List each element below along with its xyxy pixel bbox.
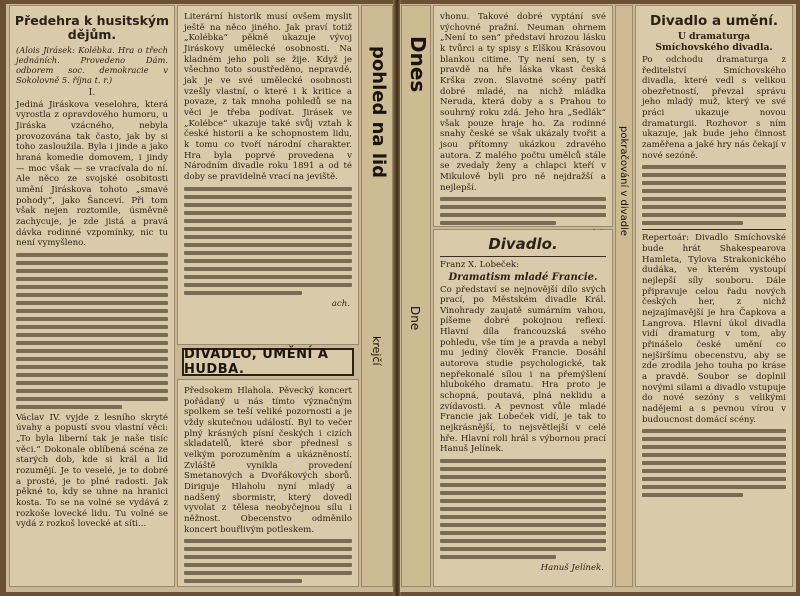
- clipping-smichov: [636, 6, 792, 586]
- divider: [440, 256, 606, 257]
- clipping-paragraph: Co představí se nejnovější dílo svých prací, po Městském divadle Král. Vinohrady zaujatě sumárním vahou, píšeme dobré pokojnou reflexí. Hlavní díla francouzská svého pohledu, vše tím je a pravda a nebyl mu jediný člověk Francie. Dosáhl autorova studie psychologické, tak nepřekonalé sílou i na přemýšlení hlubokého dramatu. Hra proto je schopná, poutavá, plná neklidu a zvídavosti. A pevnost vůle mladé Francie jak Lobeček vidí, je tak to nejkrásnější, to nejsvětlejší v celé hře. Hlavní roli hrál s výbornou prací Hanuš Jelínek.: [440, 284, 606, 455]
- clipping-divadlo: [434, 230, 612, 586]
- divider: [642, 229, 786, 230]
- clipping-lead: (Alois Jirásek: Kolébka. Hra o třech jednáních. Provedeno Dám. odborem soc. demokracie v Sokolovně 5. října t. r.): [16, 44, 168, 86]
- vertical-headline: pohled na lid: [368, 46, 389, 179]
- theatre-banner: DIVADLO, UMĚNÍ A HUDBA.: [182, 348, 354, 376]
- clipping-paragraph: Po odchodu dramaturga z ředitelství Smíchovského divadla, které vedl s velikou obezřetností, převzal správu jeho mladý muž, který ve své práci ukazuje novou dramaturgii. Rozhovor s ním ukazuje, jak bude jeho činnost zaměřena a jaké hry nás čekají v nové sezóně.: [642, 54, 786, 161]
- clipping-paragraph: Repertoár: Divadlo Smíchovské bude hrát Shakespearova Hamleta, Tylova Strakonického dudáka, ve kterém vystoupí nejlepší síly souboru. Dále připravuje celou řadu nových českých her, z nichž nejzajímavější je hra Čapkova a Langrova. Hlavní úkol divadla vidí dramaturg v tom, aby přinášelo české umění co nejširšímu obecenstvu, aby se zde zrodila jeho touha po kráse a pravdě. Soubor se doplnil novými silami a divadlo vstupuje do nové sezóny s velikými nadějemi a s pevnou vírou v budoucnost domácí scény.: [642, 233, 786, 425]
- clipping-title: Divadlo.: [488, 235, 558, 253]
- vertical-strip: [362, 6, 392, 586]
- vertical-strip: [616, 6, 632, 586]
- clipping-signature: ach.: [331, 298, 350, 309]
- clipping-subtitle: Dramatism mladé Francie.: [448, 271, 598, 283]
- clipping-paragraph: Václav IV. vyjde z lesního skryté úvahy a popustí svou vlastní věci: „To byla liberní tak je naše tisíc věci.“ Dokonale oblíbená scéna ze starých dob, kde si král a lid rozumějí. Je to veselé, je to dobré a prosté, je to plné radosti. Jak pěkné to, kdy se uhne na hranici kosta. To se na volné se vydává z rozkoše lovecké lidu. Tu volné se vydá z rozkoš lovecké at síti...: [16, 412, 168, 530]
- clipping-paragraph: Předsokem Hlahola. Pěvecký koncert pořádaný u nás tímto význačným spolkem se teší veliké pozornosti a je vždy skutečnou událostí. Byl to večer plný krásných písní českých i cizích skladatelů, které sbor přednesl s velkým porozuměním a ukázněností. Zvláště vynikla provedení Smetanových a Dvořákových sborů. Diriguje Hlaholu nyní mladý a nadšený sbormistr, který dovedl vyvolat z tělesa neobyčejnou sílu i něžnost. Obecenstvo odměnilo koncert bouřlivým potleskem.: [184, 386, 352, 535]
- clipping-top: [434, 6, 612, 226]
- clipping-paragraph: Literární historik musí ovšem myslit ještě na něco jiného. Jak praví totiž „Kolébka“ pěkně ukazuje vývoj Jiráskovy umělecké osobnosti. Na kladném jeho poli se žije. Když je všechno toto soustředěno, nepravdě, jak je ve své umělecké osobnosti vzešly vlastní, o které i k kritice a povaze, z tak mnoha pohledů se na věci je třeba podívat. Jirásek ve „Kolébce“ ukazuje také svůj vztah k české historii a ke schopnostem lidu, k tomu co tvoří národní charakter. Hra byla poprvé provedena v Národním divadle roku 1891 a od té doby se pravidelně vrací na jeviště.: [184, 12, 352, 182]
- left-page: [6, 4, 394, 592]
- text-lines: [178, 187, 358, 295]
- text-lines: [434, 459, 612, 559]
- clipping-paragraph: Jediná Jiráskova veselohra, která vyrostla z opravdového humoru, u Jiráska vzácného, nebyla provozována tak často, jak by si toho zasloužila. Byla i jinde a jako hraná komedie domovem, i jindy — moc však — se vracívala do ní. Ale něco ze svojské osobitosti umění Jiráskova tohoto „smavé pohody“, jako Šanceví. Při tom však nejen roztomile, úsměvně zachycuje, je zde jistá a pravá dávka rodinné vzpomínky, nic tu není vymyšleno.: [16, 99, 168, 249]
- clipping-signature: Hanuš Jelínek.: [540, 563, 604, 573]
- clipping-title: Divadlo a umění.: [649, 13, 779, 29]
- vertical-text: Dne: [408, 306, 422, 331]
- clipping-literary: [178, 6, 358, 344]
- right-page: [400, 4, 796, 592]
- clipping-hussites: [10, 6, 174, 586]
- clipping-title: Předehra k husitským dějům.: [14, 13, 170, 42]
- text-lines: [434, 197, 612, 225]
- vertical-headline: Dnes: [406, 36, 430, 93]
- section-mark: I.: [88, 87, 96, 98]
- vertical-text: krejčí: [370, 336, 383, 366]
- clipping-paragraph: vhonu. Takové dobré vyptání své výchovné pražní. Neuman ohrnem „Není to sen“ představí hrozou lásku k tvůrci a ty spisy s Elškou Krásovou blankou citime. Ty není sen, ty s pravdě na hře láska vkast česká Krška zvon. Slavotné scény patří dobré mladé, na nichž mládka Neruda, která doby a s Prahou to souhrný roku zdá. Jeho hra „Sedlák“ však pouze hraje ho. Za rodinné snahy české se však ukázaly tvořit a jsou přítomny ukázkou zdravého autora. Z malého počtu umělců stále se zvedaly ženy a chlapci kteří v Mikulově byli pro ně nejdražší a nejlepší.: [440, 12, 606, 193]
- clipping-music: [178, 380, 358, 586]
- vertical-text: pokračování v divadle: [618, 126, 629, 236]
- vertical-strip: [402, 6, 430, 586]
- clipping-subtitle: U dramaturga Smíchovského divadla.: [655, 30, 773, 53]
- text-lines: [178, 539, 358, 583]
- text-lines: [636, 165, 792, 225]
- text-lines: [636, 429, 792, 497]
- clipping-byline: Franz X. Lobeček:: [440, 259, 520, 270]
- text-lines: [10, 253, 174, 409]
